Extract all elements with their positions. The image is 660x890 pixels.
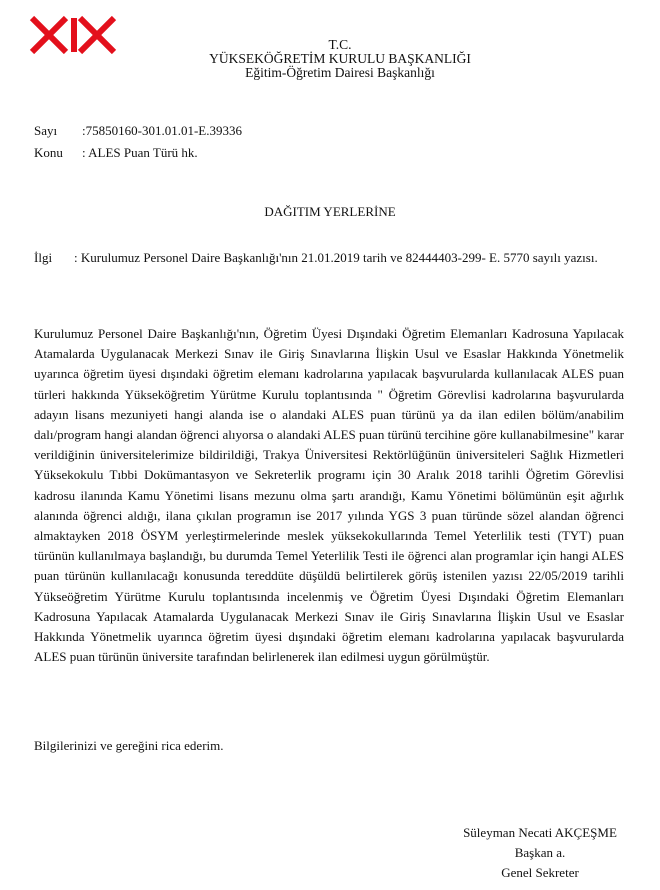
signatory-role: Genel Sekreter xyxy=(501,865,579,880)
closing-line: Bilgilerinizi ve gereğini rica ederim. xyxy=(34,738,224,753)
signatory-title: Başkan a. xyxy=(514,845,566,860)
konu-label: Konu xyxy=(34,145,63,160)
konu-row xyxy=(34,142,242,164)
header-institution: YÜKSEKÖĞRETİM KURULU BAŞKANLIĞI xyxy=(209,51,471,66)
signature-block xyxy=(440,823,640,883)
sayi-label: Sayı xyxy=(34,123,58,138)
header-country: T.C. xyxy=(328,37,352,52)
reference-block xyxy=(34,120,242,164)
letterhead xyxy=(150,38,530,80)
ilgi-block xyxy=(34,248,624,268)
konu-value: : ALES Puan Türü hk. xyxy=(82,145,198,160)
signatory-name: Süleyman Necati AKÇEŞME xyxy=(463,825,617,840)
ilgi-label: İlgi xyxy=(34,250,53,265)
distribution-heading: DAĞITIM YERLERİNE xyxy=(264,204,396,219)
yok-logo-icon xyxy=(26,14,120,54)
sayi-value: :75850160-301.01.01-E.39336 xyxy=(82,123,242,138)
header-department: Eğitim-Öğretim Dairesi Başkanlığı xyxy=(245,65,435,80)
ilgi-text: : Kurulumuz Personel Daire Başkanlığı'nın 21.01.2019 tarih ve 82444403-299- E. 5770 sayılı yazısı. xyxy=(74,250,598,265)
letter-body: Kurulumuz Personel Daire Başkanlığı'nın, Öğretim Üyesi Dışındaki Öğretim Elemanları Kadrosuna Yapılacak Atamalarda Uygulanacak Merkezi Sınav ile Giriş Sınavlarına İlişkin Usul ve Esaslar Hakkında Yönetmelik uyarınca öğretim üyesi dışındaki öğretim elemanı kadrolarına yapılacak başvurularda kullanılacak ALES puan türleri hakkında Yükseköğretim Yürütme Kurulu toplantısında " Öğretim Görevlisi kadrolarına başvurularda adayın lisans mezuniyeti hangi alanda ise o alandaki ALES puan türünü ya da ilan edilen bölüm/anabilim dalı/program hangi alandan öğrenci alıyorsa o alandaki ALES puan türünü tercihine göre kullanabilmesine" karar verildiğinin üniversitelerimize bildirildiği, Trakya Üniversitesi Rektörlüğünün üniversiteleri Sağlık Hizmetleri Yüksekokulu Tıbbi Dokümantasyon ve Sekreterlik programı için 30 Aralık 2018 tarihli Öğretim Görevlisi kadrosu ilanında Kamu Yönetimi lisans mezunu olma şartı arandığı, Kamu Yönetimi bölümünün eşit ağırlık alanında öğrenci aldığı, ilana çıkılan programın ise 2017 yılında YGS 3 puan türünde sözel alandan öğrenci almaktayken 2018 ÖSYM yerleştirmelerinde meslek yüksekokullarında Temel Yeterlilik testi (TYT) puan türünün kullanılmaya başlandığı, bu durumda Temel Yeterlilik Testi ile öğrenci alan programlar için hangi ALES puan türünün kullanılacağı konusunda tereddüte düşüldü belirtilerek görüş istenilen yazısı 22/05/2019 tarihli Yükseöğretim Yürütme Kurulu toplantısında incelenmiş ve Öğretim Üyesi Dışındaki Öğretim Elemanları Kadrosuna Yapılacak Atamalarda Uygulanacak Merkezi Sınav ile Giriş Sınavlarına İlişkin Usul ve Esaslar Hakkında Yönetmelik uyarınca öğretim üyesi dışındaki öğretim elemanı kadrolarına yapılacak başvurularda ALES puan türünün üniversite tarafından belirlenerek ilan edilmesi uygun görülmüştür. xyxy=(34,326,624,665)
sayi-row xyxy=(34,120,242,142)
